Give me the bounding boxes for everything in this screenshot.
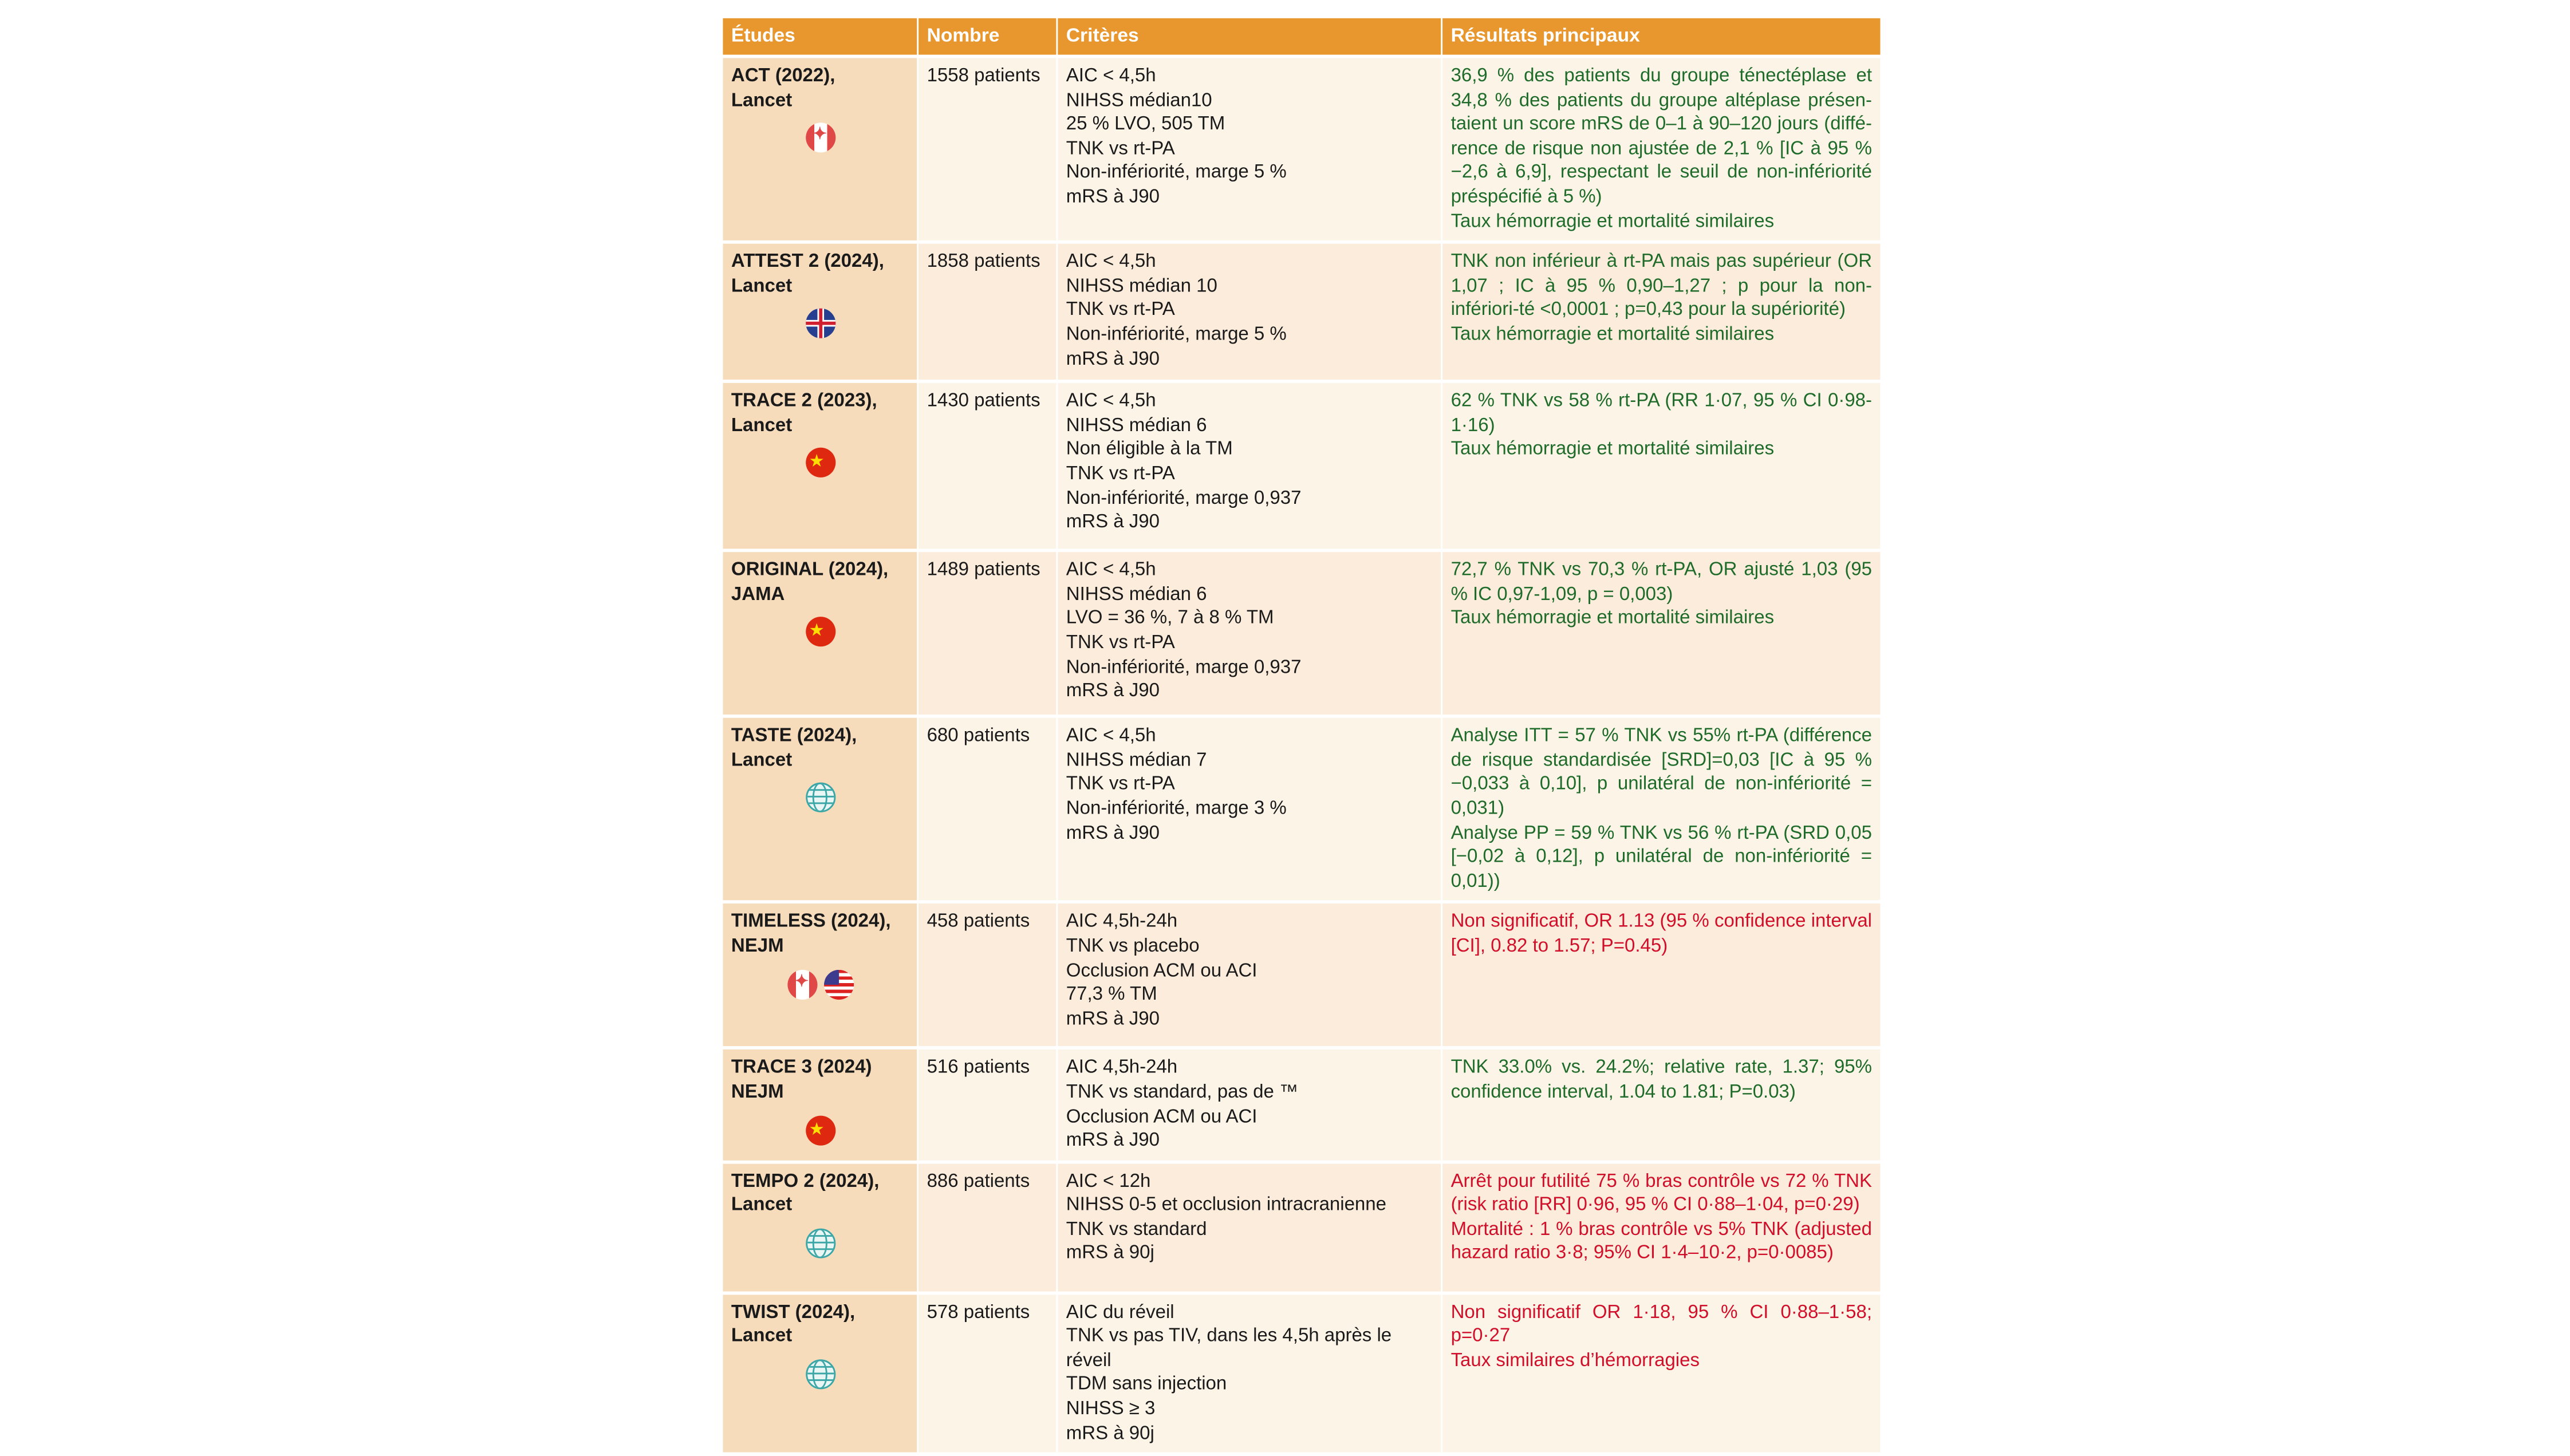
criterion: NIHSS médian 6 [1066,585,1207,605]
canada-flag-icon [787,969,817,999]
criteria-cell [1058,1050,1441,1160]
criterion: mRS à 90j [1066,1423,1154,1443]
study-name-line: ATTEST 2 (2024), [731,252,884,273]
patient-count: 1558 patients [927,66,1040,86]
result-paragraph: 62 % TNK vs 58 % rt-PA (RR 1·07, 95 % CI 0·98-1·16) [1450,391,1873,436]
result-paragraph: Taux similaires d’hémorragies [1450,1351,1700,1371]
criteria-cell [1058,553,1441,715]
table-row [723,1050,1880,1160]
criterion: AIC < 12h [1066,1171,1151,1191]
criterion: 77,3 % TM [1066,985,1157,1005]
study-name-line: TIMELESS (2024), [731,912,891,933]
results-cell [1442,1294,1880,1453]
study-cell [723,58,917,240]
criterion: NIHSS médian 7 [1066,750,1207,771]
criterion: mRS à J90 [1066,1009,1160,1029]
study-name-line: Lancet [731,416,793,436]
criterion: AIC du réveil [1066,1302,1174,1323]
criterion: Non-infériorité, marge 5 % [1066,325,1287,345]
study-cell [723,904,917,1047]
criterion: AIC 4,5h-24h [1066,1058,1178,1078]
table-row [723,58,1880,240]
number-cell [919,904,1056,1047]
flags [731,783,909,813]
globe-icon [805,1359,835,1389]
study-name-line: TRACE 2 (2023), [731,391,877,412]
china-flag-icon [805,617,835,647]
criterion: AIC < 4,5h [1066,66,1156,86]
criterion: Non-infériorité, marge 0,937 [1066,488,1302,508]
header-resultats: Résultats principaux [1442,18,1880,55]
results-cell [1442,553,1880,715]
criterion: TNK vs rt-PA [1066,464,1175,484]
criterion: mRS à J90 [1066,681,1160,702]
results-cell [1442,244,1880,380]
usa-flag-icon [823,969,853,999]
patient-count: 1430 patients [927,391,1040,412]
china-flag-icon [805,448,835,478]
criterion: TDM sans injection [1066,1375,1227,1395]
studies-table [722,15,1882,1456]
result-paragraph: Taux hémorragie et mortalité similaires [1450,325,1775,345]
study-cell [723,553,917,715]
result-paragraph: 36,9 % des patients du groupe ténectéplase et 34,8 % des patients du groupe altéplase présen-taient un score mRS de 0–1 à 90–120 jours (diffé-rence de risque non ajustée de 2,1 % [IC à 95 % −2,6 à 6,9], respectant le seuil de non-infériorité préspécifié à 5 %) [1450,66,1873,207]
criterion: mRS à J90 [1066,512,1160,532]
study-name-line: TWIST (2024), [731,1302,856,1323]
criterion: NIHSS 0-5 et occlusion intracranienne [1066,1195,1386,1216]
study-name-line: ACT (2022), [731,66,835,86]
criterion: mRS à J90 [1066,349,1160,369]
number-cell [919,1294,1056,1453]
header-nombre: Nombre [919,18,1056,55]
criterion: TNK vs pas TIV, dans les 4,5h après le réveil [1066,1327,1392,1371]
globe-icon [805,783,835,813]
study-name-line: Lancet [731,1195,793,1216]
results-cell [1442,718,1880,901]
study-cell [723,244,917,380]
china-flag-icon [805,1115,835,1145]
number-cell [919,718,1056,901]
flags [731,1359,909,1389]
patient-count: 516 patients [927,1058,1030,1078]
criteria-cell [1058,244,1441,380]
result-paragraph: Taux hémorragie et mortalité similaires [1450,609,1775,629]
criterion: TNK vs rt-PA [1066,139,1175,159]
criteria-cell [1058,1163,1441,1291]
number-cell [919,244,1056,380]
results-cell [1442,58,1880,240]
flags [731,123,909,153]
table-row [723,1163,1880,1291]
canada-flag-icon [805,123,835,153]
criteria-cell [1058,58,1441,240]
study-cell [723,718,917,901]
criterion: AIC 4,5h-24h [1066,912,1178,933]
patient-count: 680 patients [927,726,1030,747]
result-paragraph: Analyse ITT = 57 % TNK vs 55% rt-PA (différence de risque standardisée [SRD]=0,03 [IC à 95 % −0,033 à 0,10], p unilatéral de non-infériorité = 0,031) [1450,726,1873,819]
table-row [723,718,1880,901]
study-cell [723,383,917,549]
study-name-line: Lancet [731,1327,793,1347]
study-name-line: ORIGINAL (2024), [731,561,889,581]
study-name-line: Lancet [731,276,793,297]
study-name-line: Lancet [731,90,793,111]
results-cell [1442,904,1880,1047]
criteria-cell [1058,904,1441,1047]
number-cell [919,383,1056,549]
study-name-line: NEJM [731,936,784,957]
result-paragraph: Taux hémorragie et mortalité similaires [1450,211,1775,232]
study-name-line: NEJM [731,1082,784,1103]
flags [731,617,909,647]
flags [731,1228,909,1258]
criterion: Occlusion ACM ou ACI [1066,1106,1258,1127]
table-row [723,904,1880,1047]
criterion: AIC < 4,5h [1066,391,1156,412]
flags [731,1115,909,1145]
result-paragraph: Non significatif OR 1·18, 95 % CI 0·88–1·58; p=0·27 [1450,1302,1873,1347]
criteria-cell [1058,383,1441,549]
result-paragraph: 72,7 % TNK vs 70,3 % rt-PA, OR ajusté 1,03 (95 % IC 0,97-1,09, p = 0,003) [1450,561,1873,605]
study-name-line: TEMPO 2 (2024), [731,1171,880,1191]
flags [731,969,909,999]
flags [731,448,909,478]
patient-count: 1489 patients [927,561,1040,581]
patient-count: 886 patients [927,1171,1030,1191]
criterion: mRS à 90j [1066,1244,1154,1264]
study-cell [723,1050,917,1160]
globe-icon [805,1228,835,1258]
criterion: TNK vs standard [1066,1220,1207,1240]
result-paragraph: Mortalité : 1 % bras contrôle vs 5% TNK (adjusted hazard ratio 3·8; 95% CI 1·4–10·2, p=0·0085) [1450,1220,1873,1264]
criterion: TNK vs standard, pas de ™ [1066,1082,1298,1103]
patient-count: 1858 patients [927,252,1040,273]
uk-flag-icon [805,309,835,339]
study-name-line: JAMA [731,585,785,605]
study-name-line: Lancet [731,750,793,771]
number-cell [919,1050,1056,1160]
result-paragraph: Taux hémorragie et mortalité similaires [1450,440,1775,460]
flags [731,309,909,339]
number-cell [919,58,1056,240]
criterion: NIHSS médian 6 [1066,416,1207,436]
study-cell [723,1294,917,1453]
number-cell [919,553,1056,715]
criterion: LVO = 36 %, 7 à 8 % TM [1066,609,1274,629]
criterion: AIC < 4,5h [1066,252,1156,273]
study-name-line: TRACE 3 (2024) [731,1058,872,1078]
study-name-line: TASTE (2024), [731,726,857,747]
criterion: Non-infériorité, marge 5 % [1066,163,1287,183]
result-paragraph: Non significatif, OR 1.13 (95 % confidence interval [CI], 0.82 to 1.57; P=0.45) [1450,912,1873,957]
header-criteres: Critères [1058,18,1441,55]
result-paragraph: Arrêt pour futilité 75 % bras contrôle vs 72 % TNK (risk ratio [RR] 0·96, 95 % CI 0·88–1·04, p=0·29) [1450,1171,1873,1216]
number-cell [919,1163,1056,1291]
criterion: TNK vs rt-PA [1066,301,1175,321]
study-cell [723,1163,917,1291]
table-row [723,244,1880,380]
criterion: AIC < 4,5h [1066,726,1156,747]
criterion: Non-infériorité, marge 0,937 [1066,657,1302,677]
criterion: Occlusion ACM ou ACI [1066,960,1258,981]
table-row [723,553,1880,715]
results-cell [1442,1050,1880,1160]
criterion: mRS à J90 [1066,187,1160,207]
criterion: mRS à J90 [1066,823,1160,843]
criterion: 25 % LVO, 505 TM [1066,115,1225,135]
table-row [723,1294,1880,1453]
criteria-cell [1058,718,1441,901]
criteria-cell [1058,1294,1441,1453]
result-paragraph: TNK non inférieur à rt-PA mais pas supérieur (OR 1,07 ; IC à 95 % 0,90–1,27 ; p pour la non-infériori-té <0,0001 ; p=0,43 pour la supériorité) [1450,252,1873,321]
patient-count: 458 patients [927,912,1030,933]
criterion: NIHSS ≥ 3 [1066,1399,1156,1419]
criterion: NIHSS médian10 [1066,90,1212,111]
criterion: TNK vs rt-PA [1066,775,1175,795]
result-paragraph: TNK 33.0% vs. 24.2%; relative rate, 1.37; 95% confidence interval, 1.04 to 1.81; P=0.03) [1450,1058,1873,1103]
table-header-row [723,18,1880,55]
criterion: AIC < 4,5h [1066,561,1156,581]
result-paragraph: Analyse PP = 59 % TNK vs 56 % rt-PA (SRD 0,05 [−0,02 à 0,12], p unilatéral de non-infériorité = 0,01)) [1450,823,1873,891]
header-etudes: Études [723,18,917,55]
results-cell [1442,1163,1880,1291]
criterion: Non-infériorité, marge 3 % [1066,799,1287,819]
criterion: Non éligible à la TM [1066,440,1233,460]
table-row [723,383,1880,549]
criterion: TNK vs placebo [1066,936,1200,957]
criterion: TNK vs rt-PA [1066,633,1175,653]
results-cell [1442,383,1880,549]
criterion: NIHSS médian 10 [1066,276,1217,297]
patient-count: 578 patients [927,1302,1030,1323]
criterion: mRS à J90 [1066,1131,1160,1151]
